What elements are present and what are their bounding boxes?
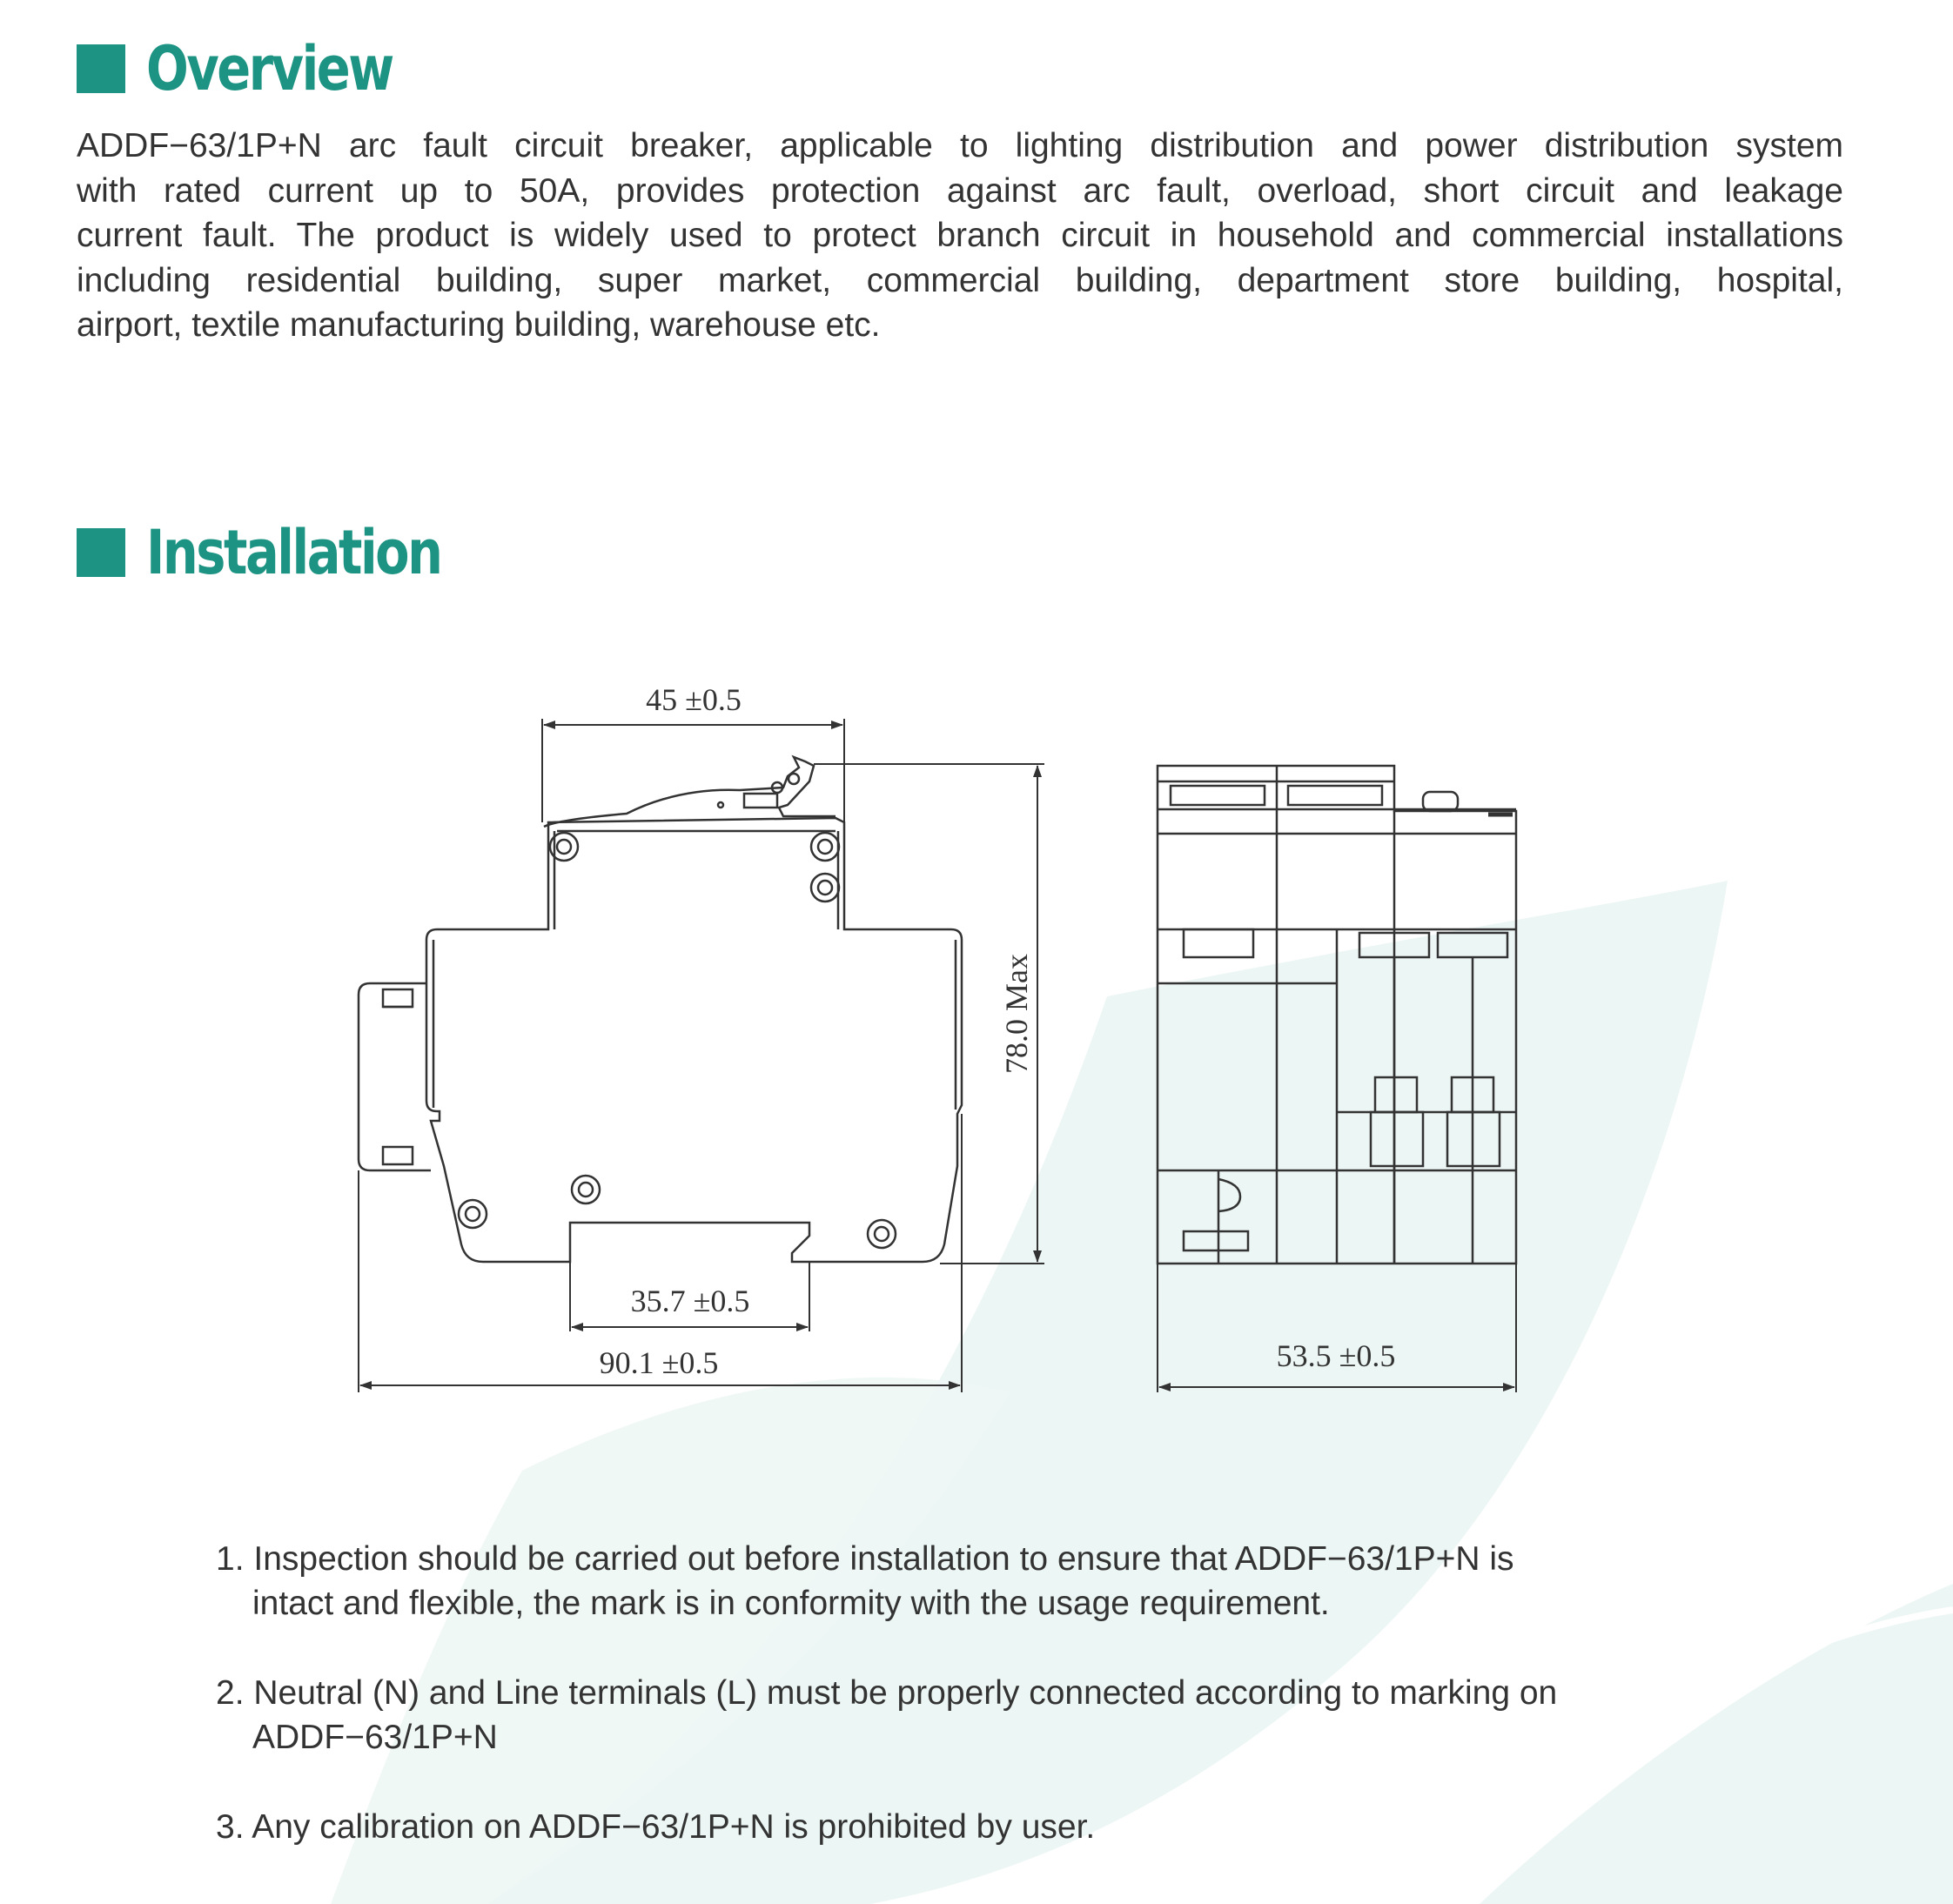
- front-view-screws: [459, 833, 896, 1248]
- installation-step: [216, 1671, 1695, 1760]
- front-view-knob: [789, 774, 799, 784]
- front-view-top-handle: [544, 757, 836, 827]
- front-view-body-outline: [426, 818, 962, 1262]
- overview-line: airport, textile manufacturing building, warehouse etc.: [77, 306, 881, 344]
- overview-line: ADDF−63/1P+N arc fault circuit breaker, applicable to lighting distribution and power distribution system: [77, 127, 1843, 164]
- heading-square-marker: [77, 44, 125, 93]
- step-text: 2. Neutral (N) and Line terminals (L) must be properly connected according to marking on: [216, 1674, 1558, 1712]
- step-text: 1. Inspection should be carried out before installation to ensure that ADDF−63/1P+N is: [216, 1540, 1514, 1578]
- installation-steps: [216, 1537, 1695, 1894]
- side-view-drawing: [1158, 766, 1516, 1392]
- overview-title: Overview: [146, 33, 393, 104]
- overview-line: current fault. The product is widely used to protect branch circuit in household and commercial installations: [77, 217, 1843, 254]
- heading-square-marker: [77, 528, 125, 577]
- overview-heading: [77, 33, 446, 104]
- installation-step: [216, 1805, 1695, 1849]
- front-view-din-clip: [359, 983, 431, 1170]
- dim-label-height: 78.0 Max: [999, 954, 1034, 1074]
- front-view-toggle: [744, 794, 777, 808]
- installation-step: [216, 1537, 1695, 1626]
- overview-line: with rated current up to 50A, provides protection against arc fault, overload, short circuit and leakage: [77, 171, 1843, 210]
- dim-label-bottom-notch: 35.7 ±0.5: [630, 1284, 750, 1318]
- dim-label-top-width: 45 ±0.5: [646, 682, 742, 717]
- overview-line: including residential building, super market, commercial building, department store building, hospital,: [77, 261, 1843, 299]
- step-text: 3. Any calibration on ADDF−63/1P+N is prohibited by user.: [216, 1808, 1096, 1846]
- dim-label-overall-width: 90.1 ±0.5: [599, 1345, 719, 1380]
- installation-title: Installation: [146, 517, 441, 588]
- front-view-clip-slot: [383, 1147, 413, 1164]
- installation-heading: [77, 517, 506, 588]
- step-text: intact and flexible, the mark is in conformity with the usage requirement.: [252, 1585, 1330, 1622]
- overview-paragraph: [77, 124, 1843, 348]
- front-view-pin: [718, 802, 723, 808]
- front-view-clip-slot: [383, 989, 413, 1007]
- step-text: ADDF−63/1P+N: [252, 1719, 498, 1756]
- dim-label-side-width: 53.5 ±0.5: [1276, 1338, 1396, 1373]
